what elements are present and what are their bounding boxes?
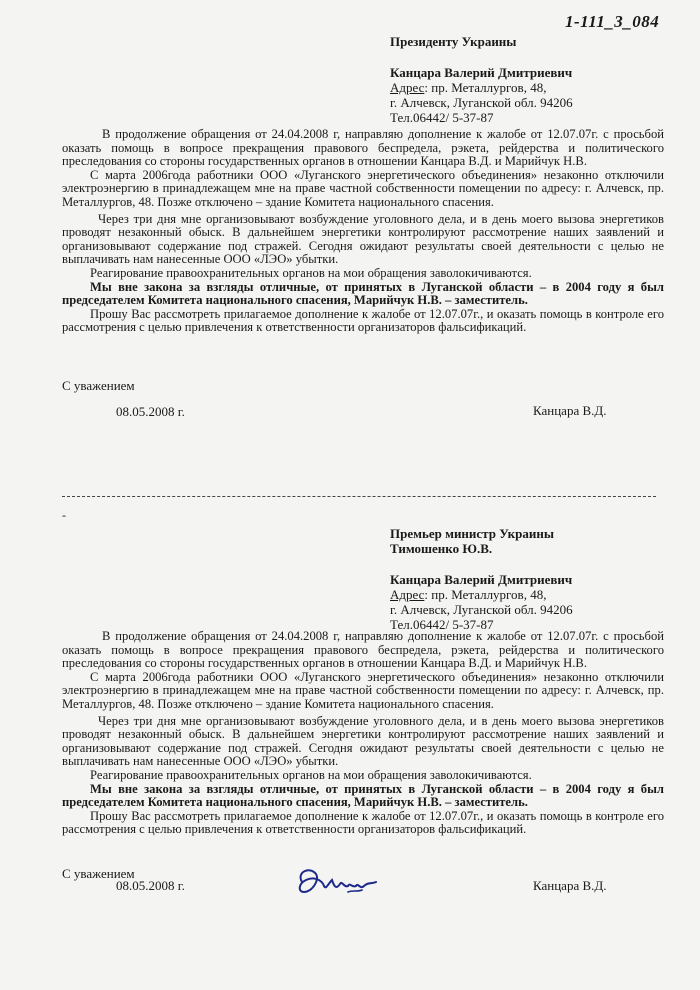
letter2-header [390,526,573,632]
letter1-paragraph-3: Через три дня мне организовывают возбуждение уголовного дела, и в день моего вызова энергетиков проводят незаконный обыск. В дальнейшем энергетики контролируют рассмотрение наших заявлений и организовывают содержание под стражей. Сегодня ожидают результаты своей деятельности с целью не выплачивать нам нанесенные ООО «ЛЭО» убытки. [62,211,664,267]
handwritten-signature-icon [288,862,388,902]
letter1-paragraph-2: С марта 2006года работники ООО «Луганского энергетического объединения» незаконно отключили электроэнергию в принадлежащем мне на праве частной собственности помещении по адресу: г. Алчевск, пр. Металлургов, 48. Позже отключено – здание Комитета национального спасения. [62,167,664,209]
letter1-paragraph-1: В продолжение обращения от 24.04.2008 г, направляю дополнение к жалобе от 12.07.07г. с просьбой оказать помощь в вопросе прекращения правового беспредела, рэкета, рейдерства и политического преследования со стороны государственных органов в отношении Канцара В.Д. и Марийчук Н.В. [62,127,664,169]
letter1-date: 08.05.2008 г. [116,404,185,419]
letter2-body [62,630,664,837]
letter2-address-line2: г. Алчевск, Луганской обл. 94206 [390,602,573,617]
letter2-date: 08.05.2008 г. [116,878,185,893]
letter2-addressee-line1: Премьер министр Украины [390,526,555,541]
letter2-paragraph-1: В продолжение обращения от 24.04.2008 г, направляю дополнение к жалобе от 12.07.07г. с просьбой оказать помощь в вопросе прекращения правового беспредела, рэкета, рейдерства и политического преследования со стороны государственных органов в отношении Канцара В.Д. и Марийчук Н.В. [62,629,664,671]
letter2-sender-name: Канцара Валерий Дмитриевич [390,572,573,587]
letter2-paragraph-3: Через три дня мне организовывают возбуждение уголовного дела, и в день моего вызова энергетиков проводят незаконный обыск. В дальнейшем энергетики контролируют рассмотрение наших заявлений и организовывают содержание под стражей. Сегодня ожидают результаты своей деятельности с целью не выплачивать нам нанесенные ООО «ЛЭО» убытки. [62,713,664,769]
cut-line-divider [62,496,656,497]
letter1-signer: Канцара В.Д. [533,403,607,418]
letter1-header [390,34,573,125]
letter1-body [62,128,664,335]
letter2-addressee-line2: Тимошенко Ю.В. [390,541,493,556]
letter2-regards: С уважением [62,866,135,881]
letter2-paragraph-4: Реагирование правоохранительных органов на мои обращения заволокичиваются. [90,767,532,782]
letter2-signer: Канцара В.Д. [533,878,607,893]
letter2-phone: Тел.06442/ 5-37-87 [390,617,494,632]
document-id: 1-111_3_084 [565,12,660,31]
letter1-phone: Тел.06442/ 5-37-87 [390,110,494,125]
letter1-address-line2: г. Алчевск, Луганской обл. 94206 [390,95,573,110]
letter1-paragraph-6: Прошу Вас рассмотреть прилагаемое дополнение к жалобе от 12.07.07г., и оказать помощь в контроле его рассмотрения с целью привлечения к ответственности организаторов фальсификаций. [62,306,664,335]
letter2-address-line1: Адрес: пр. Металлургов, 48, [390,587,547,602]
letter1-address-label: Адрес [390,80,425,95]
letter1-paragraph-4: Реагирование правоохранительных органов на мои обращения заволокичиваются. [90,265,532,280]
divider-mark: - [62,508,66,522]
letter2-address-label: Адрес [390,587,425,602]
letter2-paragraph-6: Прошу Вас рассмотреть прилагаемое дополнение к жалобе от 12.07.07г., и оказать помощь в контроле его рассмотрения с целью привлечения к ответственности организаторов фальсификаций. [62,808,664,837]
letter2-paragraph-5: Мы вне закона за взгляды отличные, от принятых в Луганской области – в 2004 году я был председателем Комитета национального спасения, Марийчук Н.В. – заместитель. [62,781,664,810]
letter1-sender-name: Канцара Валерий Дмитриевич [390,65,573,80]
letter2-paragraph-2: С марта 2006года работники ООО «Луганского энергетического объединения» незаконно отключили электроэнергию в принадлежащем мне на праве частной собственности помещении по адресу: г. Алчевск, пр. Металлургов, 48. Позже отключено – здание Комитета национального спасения. [62,669,664,711]
letter1-regards: С уважением [62,378,135,393]
letter1-paragraph-5: Мы вне закона за взгляды отличные, от принятых в Луганской области – в 2004 году я был председателем Комитета национального спасения, Марийчук Н.В. – заместитель. [62,279,664,308]
letter1-address-line1: Адрес: пр. Металлургов, 48, [390,80,547,95]
letter1-addressee: Президенту Украины [390,34,517,49]
